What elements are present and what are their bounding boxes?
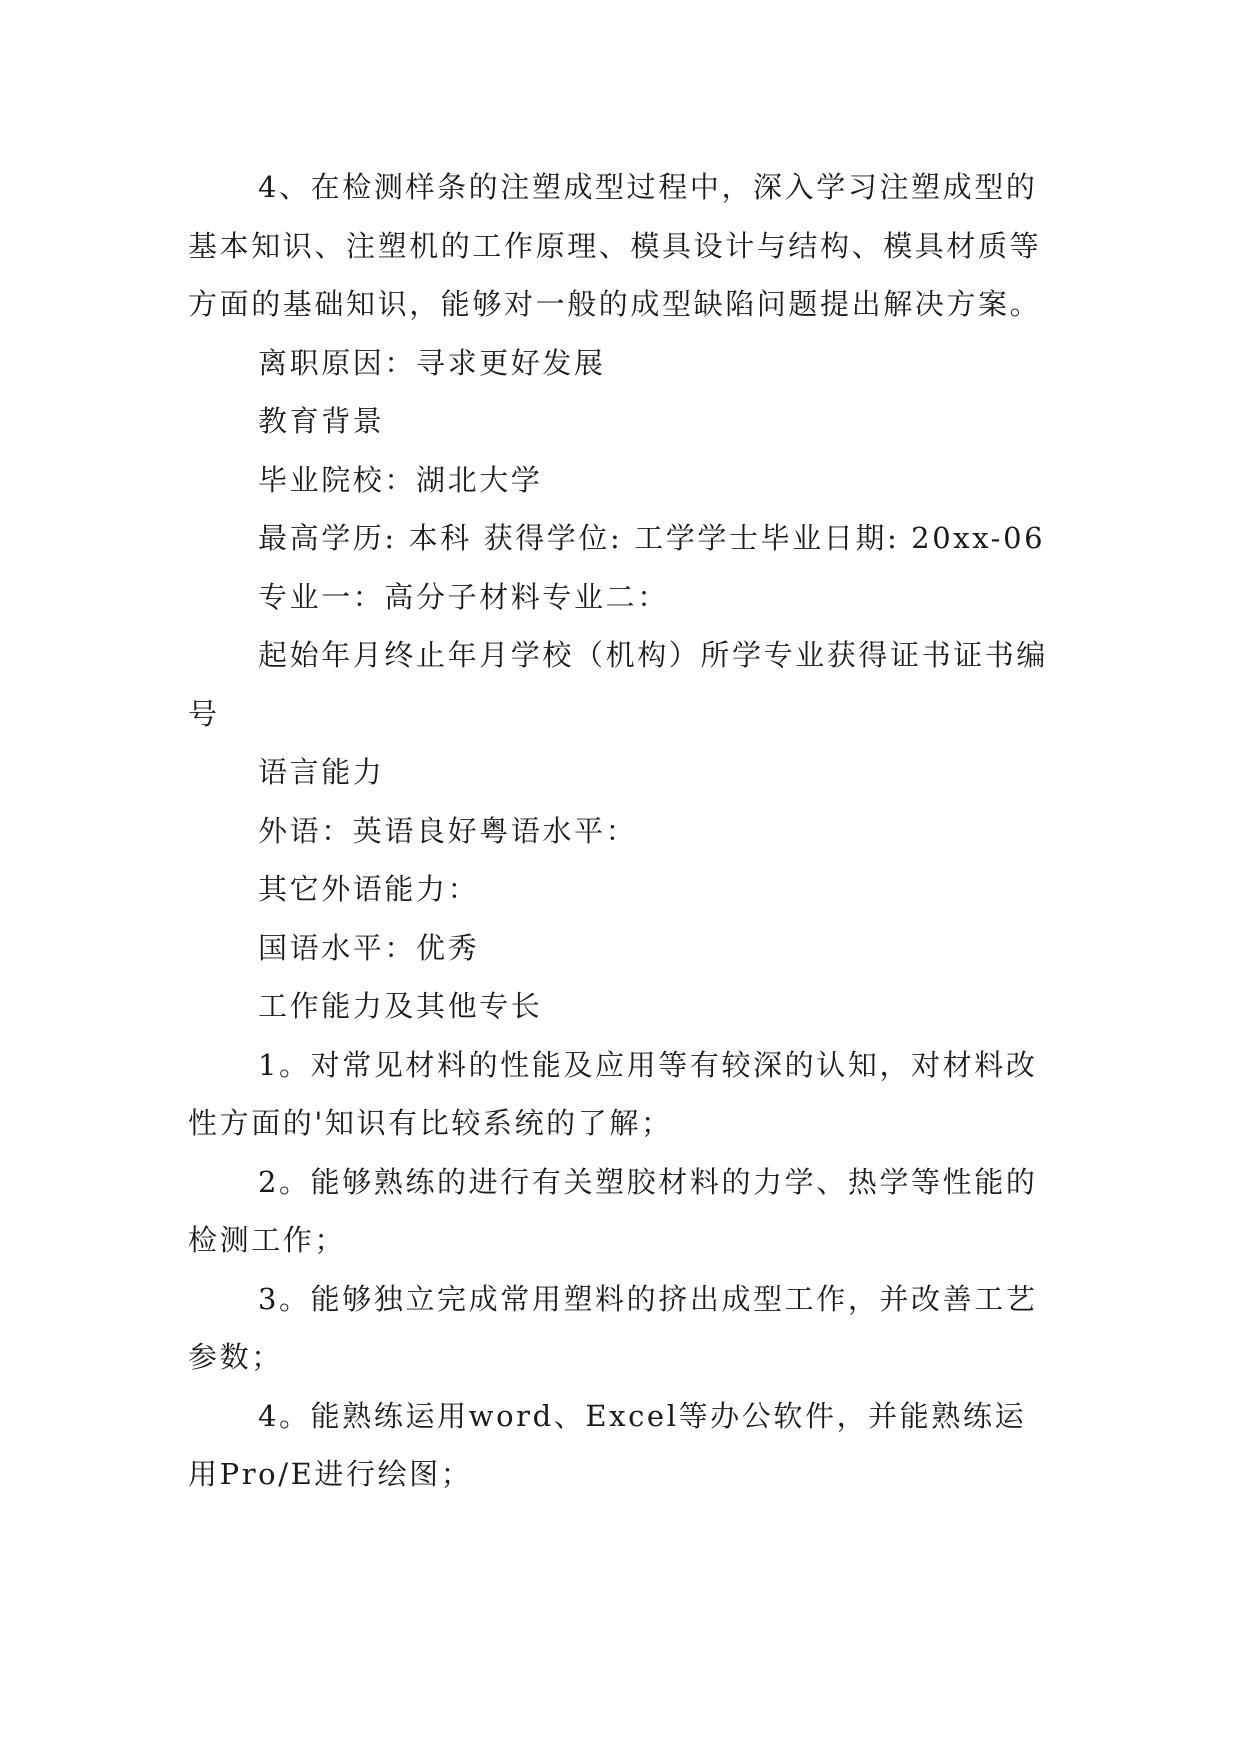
section-heading-education: 教育背景 xyxy=(258,404,385,438)
paragraph-foreign-language: 外语：英语良好粤语水平： xyxy=(258,813,638,848)
paragraph-skill-4: 4。能熟练运用word、Excel等办公软件，并能熟练运用Pro/E进行绘图； xyxy=(188,1398,1027,1491)
paragraph-major: 专业一：高分子材料专业二： xyxy=(258,579,669,614)
section-heading-skills: 工作能力及其他专长 xyxy=(258,989,543,1023)
paragraph-skill-2: 2。能够熟练的进行有关塑胶材料的力学、热学等性能的检测工作； xyxy=(188,1164,1038,1257)
paragraph-school: 毕业院校：湖北大学 xyxy=(258,462,543,497)
paragraph-mold-experience: 4、在检测样条的注塑成型过程中，深入学习注塑成型的基本知识、注塑机的工作原理、模具设计与结构、模具材质等方面的基础知识，能够对一般的成型缺陷问题提出解决方案。 xyxy=(188,170,1042,321)
paragraph-degree: 最高学历: 本科 获得学位: 工学学士毕业日期: 20xx-06 xyxy=(258,521,1046,555)
paragraph-education-columns: 起始年月终止年月学校（机构）所学专业获得证书证书编号 xyxy=(188,638,1049,731)
paragraph-reason-for-leaving: 离职原因：寻求更好发展 xyxy=(258,345,606,380)
document-body xyxy=(188,158,1053,1504)
paragraph-skill-1: 1。对常见材料的性能及应用等有较深的认知，对材料改性方面的'知识有比较系统的了解； xyxy=(188,1047,1038,1140)
paragraph-mandarin: 国语水平：优秀 xyxy=(258,930,480,965)
paragraph-skill-3: 3。能够独立完成常用塑料的挤出成型工作，并改善工艺参数； xyxy=(188,1281,1038,1374)
paragraph-other-language: 其它外语能力： xyxy=(258,872,480,906)
section-heading-language: 语言能力 xyxy=(258,755,385,789)
